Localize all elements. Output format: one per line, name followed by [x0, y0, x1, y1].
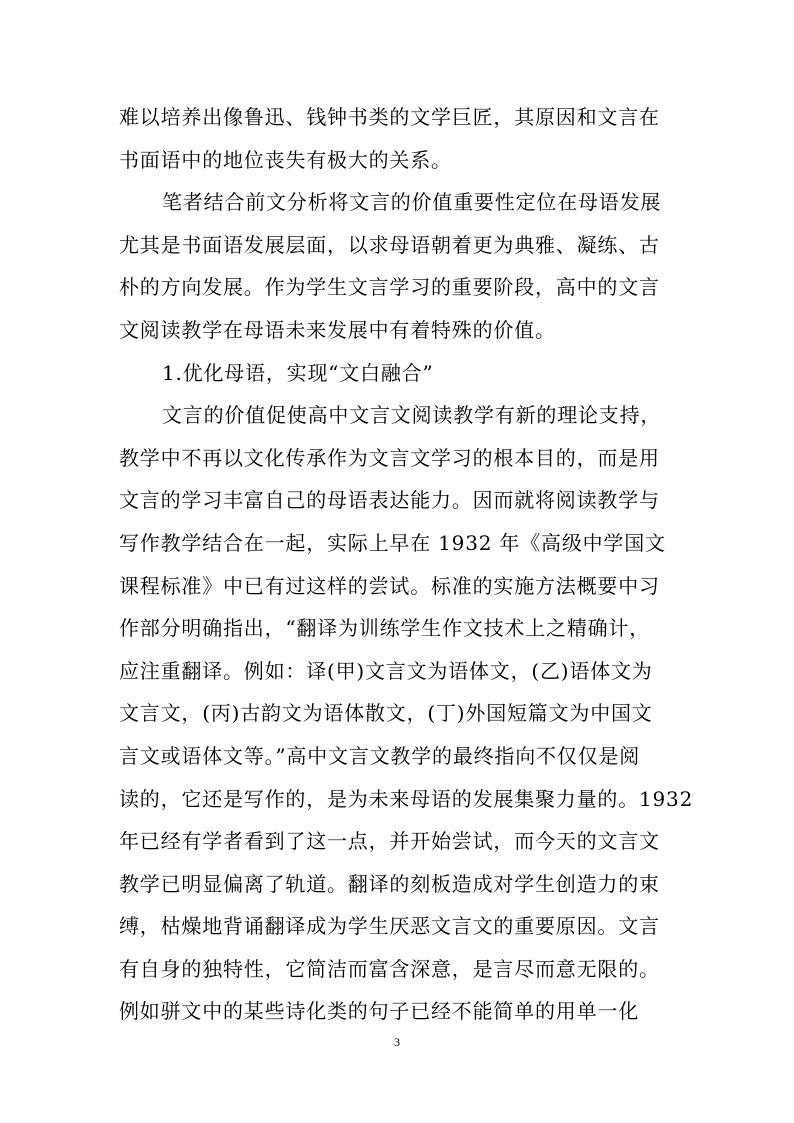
text-line: 文言的学习丰富自己的母语表达能力。因而就将阅读教学与 — [119, 488, 660, 513]
text-line: 教学已明显偏离了轨道。翻译的刻板造成对学生创造力的束 — [119, 871, 660, 896]
page-number: 3 — [394, 1035, 400, 1049]
paragraph-start-line: 文言的价值促使高中文言文阅读教学有新的理论支持， — [162, 403, 662, 428]
text-line: 写作教学结合在一起，实际上早在 1932 年《高级中学国文 — [119, 530, 666, 555]
text-line: 难以培养出像鲁迅、钱钟书类的文学巨匠，其原因和文言在 — [119, 105, 660, 129]
text-line: 尤其是书面语发展层面，以求母语朝着更为典雅、凝练、古 — [119, 232, 660, 257]
text-line: 教学中不再以文化传承作为文言文学习的根本目的，而是用 — [119, 445, 660, 470]
text-line: 朴的方向发展。作为学生文言学习的重要阶段，高中的文言 — [119, 275, 660, 300]
text-line: 课程标准》中已有过这样的尝试。标准的实施方法概要中习 — [119, 573, 660, 598]
text-line: 缚，枯燥地背诵翻译成为学生厌恶文言文的重要原因。文言 — [119, 914, 660, 939]
text-line: 读的，它还是写作的，是为未来母语的发展集聚力量的。1932 — [119, 786, 694, 811]
text-line: 年已经有学者看到了这一点，并开始尝试，而今天的文言文 — [119, 829, 660, 854]
text-line: 书面语中的地位丧失有极大的关系。 — [119, 147, 452, 172]
paragraph-start-line: 笔者结合前文分析将文言的价值重要性定位在母语发展 — [162, 190, 662, 215]
text-line: 文阅读教学在母语未来发展中有着特殊的价值。 — [119, 317, 556, 342]
text-line: 例如骈文中的某些诗化类的句子已经不能简单的用单一化 — [119, 999, 639, 1024]
text-line: 有自身的独特性，它简洁而富含深意，是言尽而意无限的。 — [119, 956, 660, 981]
text-line: 作部分明确指出，“翻译为训练学生作文技术上之精确计， — [119, 616, 651, 641]
text-line: 文言文，(丙)古韵文为语体散文，(丁)外国短篇文为中国文 — [119, 701, 653, 726]
section-heading: 1.优化母语，实现“文白融合” — [162, 360, 434, 385]
text-line: 言文或语体文等。”高中文言文教学的最终指向不仅仅是阅 — [119, 743, 641, 768]
body-text — [119, 96, 694, 1033]
text-line: 应注重翻译。例如：译(甲)文言文为语体文，(乙)语体文为 — [119, 658, 653, 683]
